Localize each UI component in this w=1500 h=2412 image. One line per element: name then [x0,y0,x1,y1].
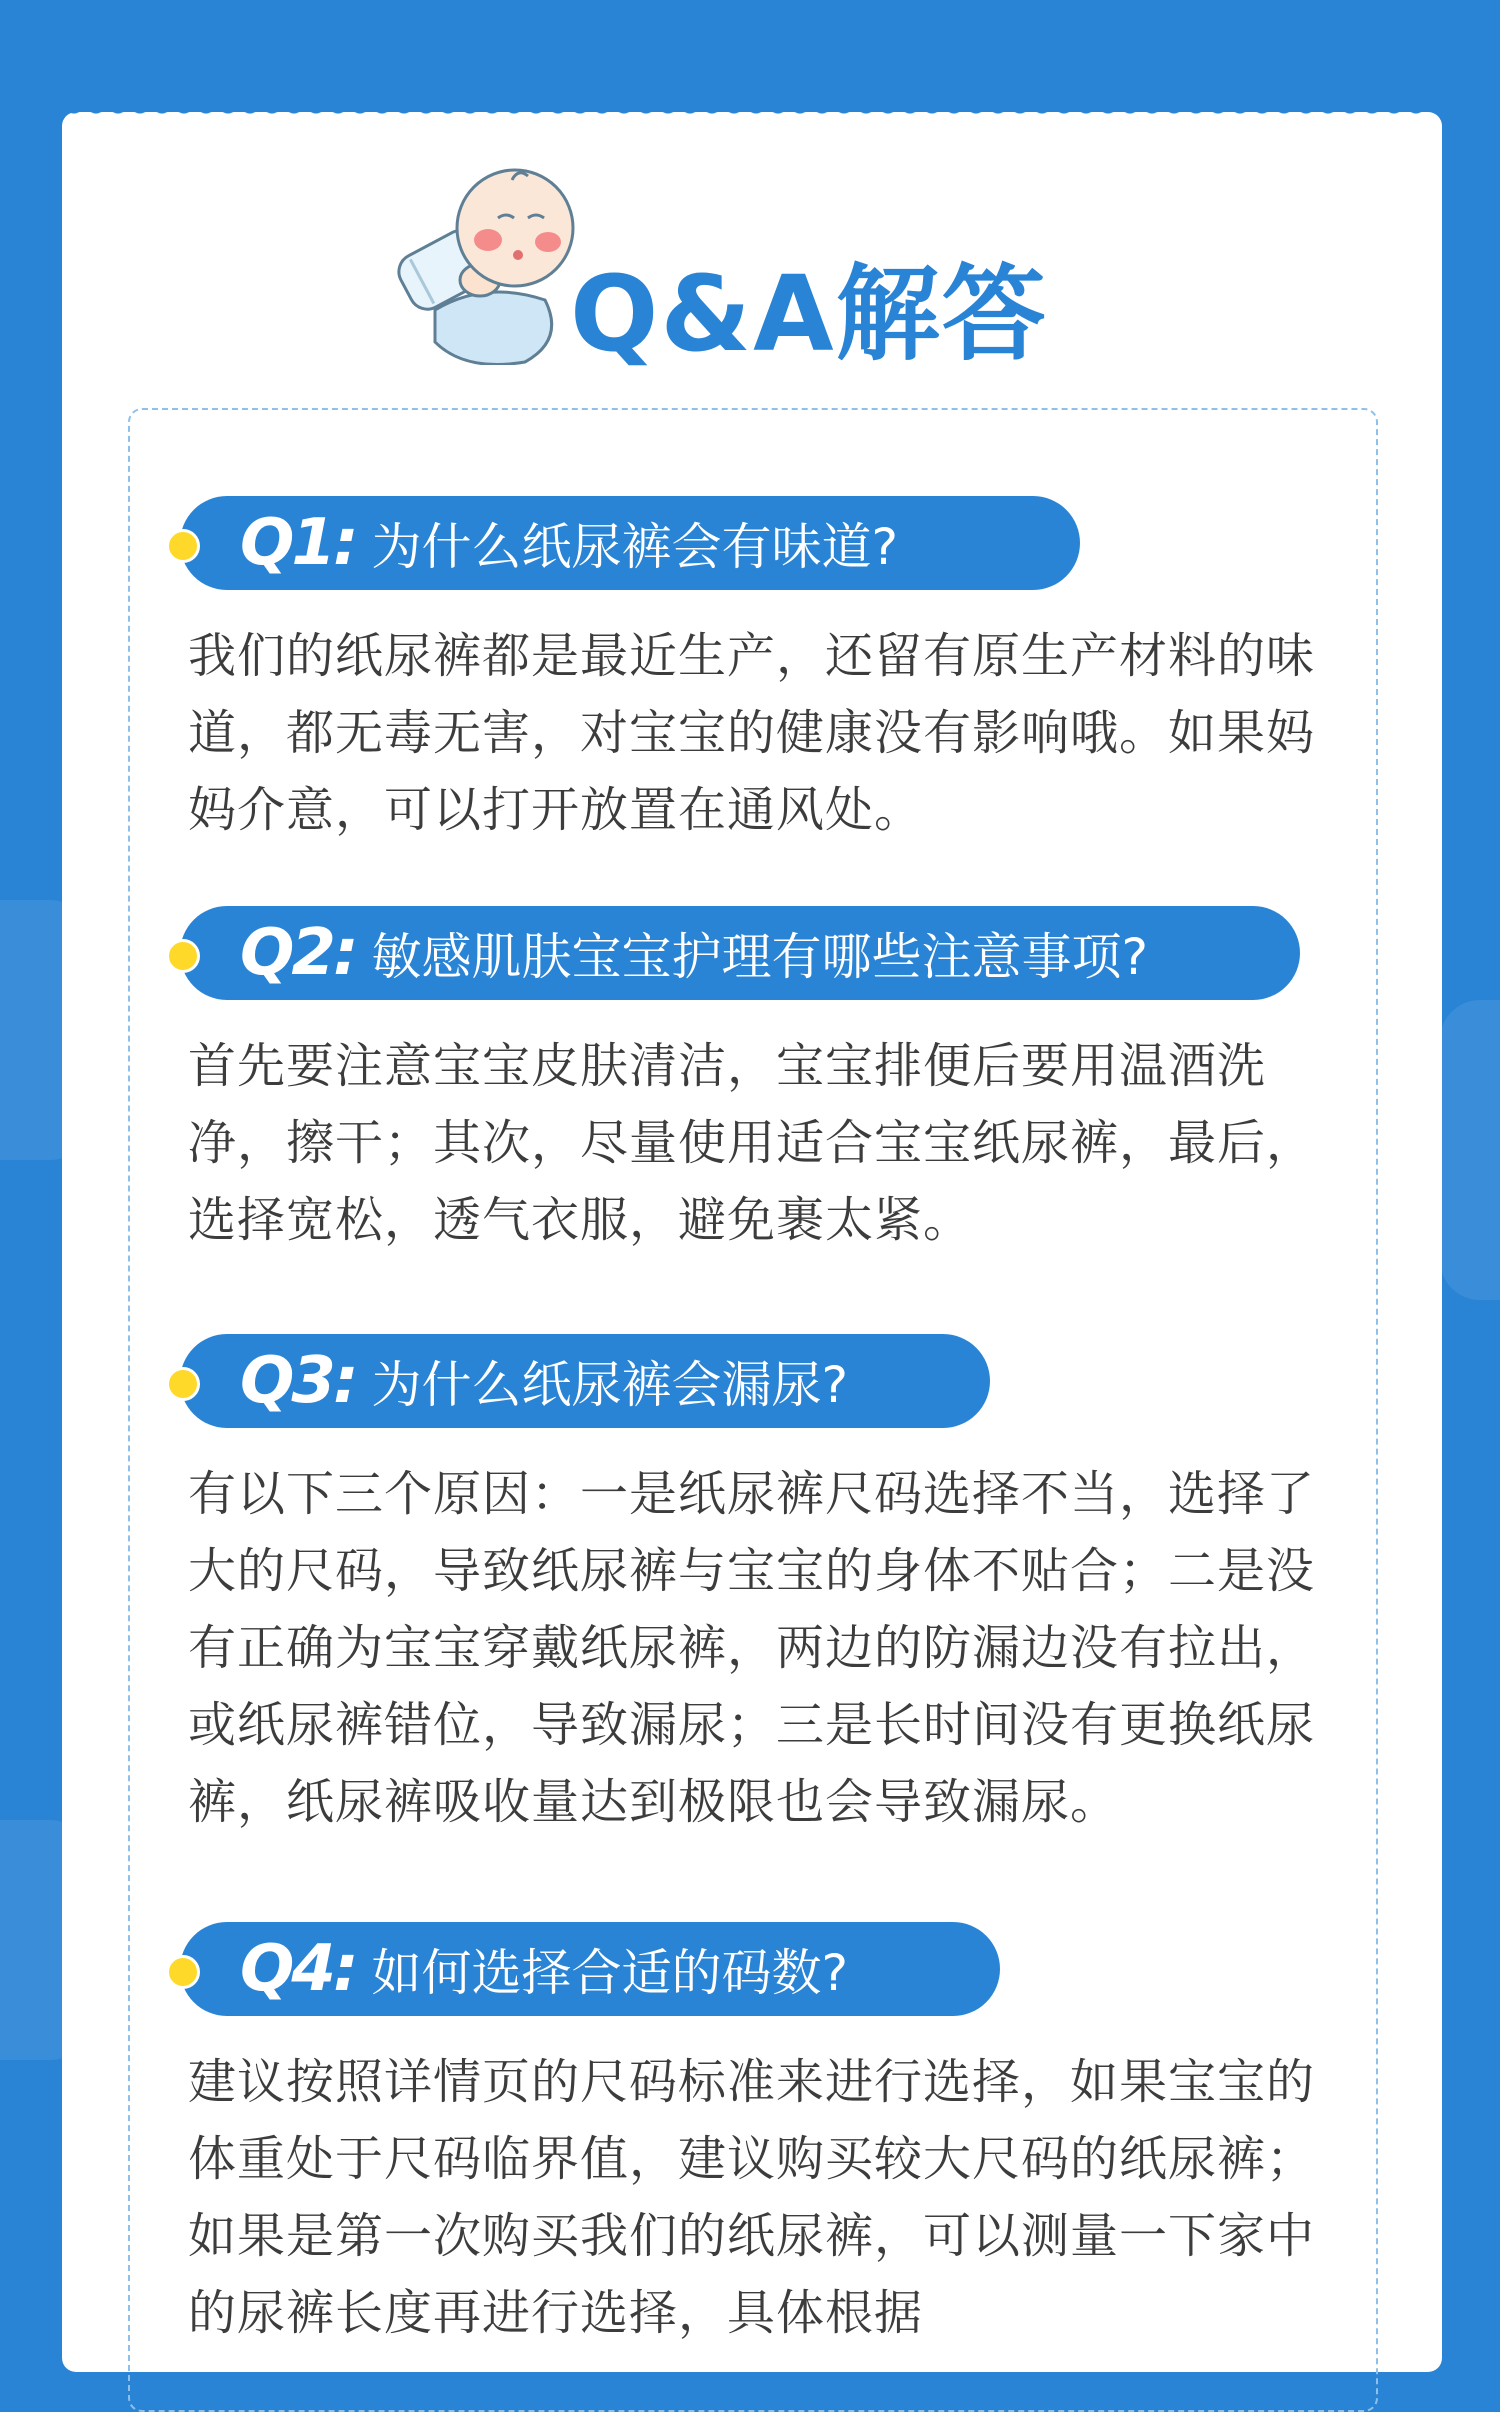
bullet-dot-icon [166,1367,200,1401]
question-text: 为什么纸尿裤会有味道? [371,518,899,576]
page-title: Q&A解答 [570,253,1048,375]
qa-item [180,906,1350,1259]
question-banner [180,496,1080,590]
bullet-dot-icon [166,1955,200,1989]
question-number: Q4: [240,1932,356,2006]
question-text: 为什么纸尿裤会漏尿? [371,1356,849,1414]
question-number: Q3: [240,1344,356,1418]
answer-text: 首先要注意宝宝皮肤清洁，宝宝排便后要用温酒洗净，擦干；其次，尽量使用适合宝宝纸尿裤，最后，选择宽松，透气衣服，避免裹太紧。 [188,1038,1316,1248]
question-number: Q1: [240,506,356,580]
answer-text: 我们的纸尿裤都是最近生产，还留有原生产材料的味道，都无毒无害，对宝宝的健康没有影响哦。如果妈妈介意，可以打开放置在通风处。 [188,628,1316,838]
baby-with-bottle-icon [380,160,600,365]
qa-item [180,496,1350,849]
question-text: 如何选择合适的码数? [371,1944,849,2002]
question-text: 敏感肌肤宝宝护理有哪些注意事项? [371,928,1149,986]
qa-item [180,1922,1350,2352]
section-header [380,160,1140,375]
background-decoration [1440,1000,1500,1300]
answer-text: 有以下三个原因：一是纸尿裤尺码选择不当，选择了大的尺码，导致纸尿裤与宝宝的身体不贴合；二是没有正确为宝宝穿戴纸尿裤，两边的防漏边没有拉出，或纸尿裤错位，导致漏尿；三是长时间没有更换纸尿裤，纸尿裤吸收量达到极限也会导致漏尿。 [188,1466,1316,1830]
question-banner [180,1334,990,1428]
question-banner [180,906,1300,1000]
scalloped-edge [62,102,1442,126]
answer-text: 建议按照详情页的尺码标准来进行选择，如果宝宝的体重处于尺码临界值，建议购买较大尺码的纸尿裤；如果是第一次购买我们的纸尿裤，可以测量一下家中的尿裤长度再进行选择，具体根据 [188,2054,1316,2341]
bullet-dot-icon [166,529,200,563]
question-banner [180,1922,1000,2016]
question-number: Q2: [240,916,356,990]
qa-item [180,1334,1350,1841]
bullet-dot-icon [166,939,200,973]
